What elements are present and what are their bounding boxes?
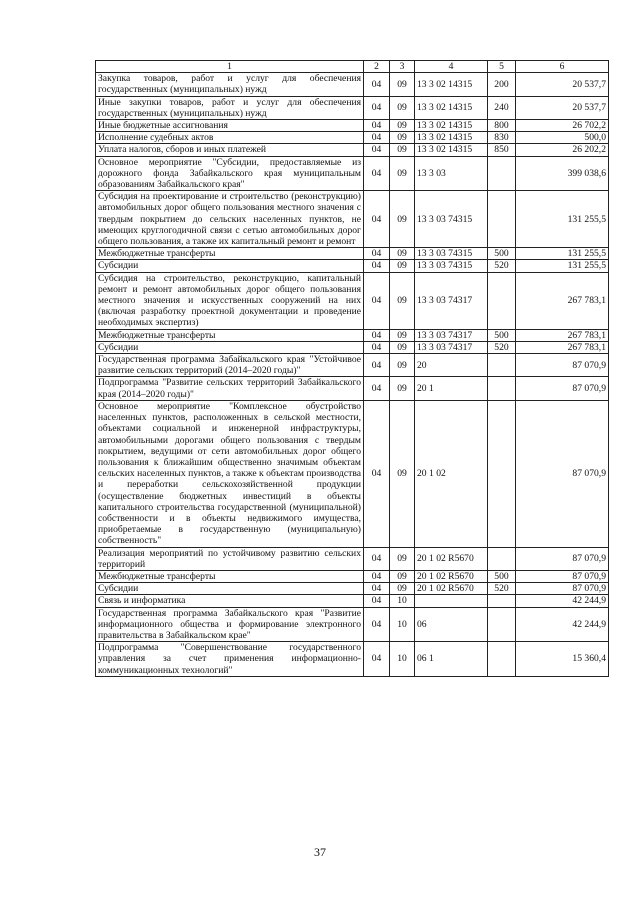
cell-rz: 04 (364, 547, 390, 570)
table-row (96, 272, 609, 329)
cell-pr: 09 (390, 329, 415, 341)
table-row (96, 570, 609, 582)
cell-vr (488, 400, 516, 547)
cell-sum: 87 070,9 (516, 570, 609, 582)
cell-name: Субсидия на строительство, реконструкцию, капитальный ремонт и ремонт автомобильных дорог общего пользования местного значения и искусственных сооружений на них (включая разработку проектной документации и проведение необходимых экспертиз) (96, 272, 364, 329)
cell-rz: 04 (364, 377, 390, 400)
cell-vr: 240 (488, 96, 516, 119)
cell-csr: 13 3 03 74315 (415, 191, 488, 248)
cell-csr: 13 3 03 (415, 156, 488, 191)
cell-pr: 09 (390, 400, 415, 547)
cell-vr: 200 (488, 73, 516, 96)
cell-csr: 13 3 03 74315 (415, 260, 488, 272)
cell-sum: 267 783,1 (516, 272, 609, 329)
cell-sum: 267 783,1 (516, 341, 609, 353)
cell-pr: 09 (390, 248, 415, 260)
cell-csr: 13 3 03 74317 (415, 329, 488, 341)
cell-name: Субсидия на проектирование и строительство (реконструкцию) автомобильных дорог общего пользования местного значения с твердым покрытием до сельских населенных пунктов, не имеющих круглогодичной связи с сетью автомобильных дорог общего пользования, а также их капитальный ремонт и ремонт (96, 191, 364, 248)
cell-pr: 09 (390, 547, 415, 570)
header-cell-4: 4 (415, 61, 488, 73)
cell-rz: 04 (364, 354, 390, 377)
cell-vr (488, 156, 516, 191)
cell-sum: 87 070,9 (516, 547, 609, 570)
cell-pr: 09 (390, 341, 415, 353)
table-row (96, 595, 609, 607)
cell-sum: 42 244,9 (516, 595, 609, 607)
cell-csr: 06 (415, 607, 488, 642)
cell-vr: 850 (488, 144, 516, 156)
cell-pr: 09 (390, 570, 415, 582)
table-row (96, 73, 609, 96)
cell-pr: 09 (390, 73, 415, 96)
cell-name: Государственная программа Забайкальского края "Развитие информационного общества и формирование электронного правительства в Забайкальском крае" (96, 607, 364, 642)
cell-pr: 10 (390, 607, 415, 642)
cell-name: Исполнение судебных актов (96, 132, 364, 144)
cell-name: Основное мероприятие "Комплексное обустройство населенных пунктов, расположенных в сельской местности, объектами социальной и инженерной инфраструктуры, автомобильными дорогами общего пользования с твердым покрытием, ведущими от сети автомобильных дорог общего пользования к ближайшим общественно значимым объектам сельских населенных пунктов, а также к объектам производства и переработки сельскохозяйственной продукции (осуществление бюджетных инвестиций в объекты капитального строительства государственной (муниципальной) собственности и в объекты недвижимого имущества, приобретаемые в государственную (муниципальную) собственность" (96, 400, 364, 547)
budget-table (95, 60, 609, 677)
cell-rz: 04 (364, 583, 390, 595)
cell-name: Межбюджетные трансферты (96, 570, 364, 582)
cell-name: Субсидии (96, 341, 364, 353)
cell-sum: 15 360,4 (516, 642, 609, 677)
cell-csr: 20 1 02 R5670 (415, 570, 488, 582)
cell-rz: 04 (364, 260, 390, 272)
cell-name: Реализация мероприятий по устойчивому развитию сельских территорий (96, 547, 364, 570)
cell-name: Связь и информатика (96, 595, 364, 607)
table-row (96, 354, 609, 377)
cell-sum: 131 255,5 (516, 248, 609, 260)
cell-pr: 09 (390, 583, 415, 595)
cell-name: Уплата налогов, сборов и иных платежей (96, 144, 364, 156)
cell-rz: 04 (364, 156, 390, 191)
table-row (96, 248, 609, 260)
cell-sum: 26 702,2 (516, 120, 609, 132)
cell-pr: 09 (390, 354, 415, 377)
cell-rz: 04 (364, 642, 390, 677)
cell-csr: 20 (415, 354, 488, 377)
cell-sum: 267 783,1 (516, 329, 609, 341)
cell-csr: 20 1 02 R5670 (415, 547, 488, 570)
cell-csr: 20 1 (415, 377, 488, 400)
cell-name: Подпрограмма "Развитие сельских территорий Забайкальского края (2014–2020 годы)" (96, 377, 364, 400)
cell-csr: 13 3 02 14315 (415, 120, 488, 132)
cell-sum: 500,0 (516, 132, 609, 144)
cell-rz: 04 (364, 248, 390, 260)
cell-vr (488, 377, 516, 400)
cell-csr: 13 3 03 74317 (415, 341, 488, 353)
table-row (96, 341, 609, 353)
cell-vr (488, 354, 516, 377)
cell-pr: 10 (390, 642, 415, 677)
table-row (96, 96, 609, 119)
cell-vr: 500 (488, 570, 516, 582)
cell-sum: 42 244,9 (516, 607, 609, 642)
cell-pr: 09 (390, 260, 415, 272)
cell-pr: 09 (390, 132, 415, 144)
cell-rz: 04 (364, 329, 390, 341)
cell-sum: 131 255,5 (516, 191, 609, 248)
cell-pr: 09 (390, 144, 415, 156)
cell-name: Государственная программа Забайкальского края "Устойчивое развитие сельских территорий (2014–2020 годы)" (96, 354, 364, 377)
cell-vr: 830 (488, 132, 516, 144)
table-row (96, 329, 609, 341)
cell-name: Закупка товаров, работ и услуг для обеспечения государственных (муниципальных) нужд (96, 73, 364, 96)
cell-vr (488, 642, 516, 677)
table-row (96, 583, 609, 595)
cell-rz: 04 (364, 607, 390, 642)
header-cell-2: 2 (364, 61, 390, 73)
cell-csr: 13 3 02 14315 (415, 73, 488, 96)
table-row (96, 642, 609, 677)
table-row (96, 191, 609, 248)
table-row (96, 132, 609, 144)
table-row (96, 547, 609, 570)
table-row (96, 144, 609, 156)
cell-vr (488, 607, 516, 642)
cell-sum: 131 255,5 (516, 260, 609, 272)
cell-pr: 09 (390, 120, 415, 132)
cell-rz: 04 (364, 73, 390, 96)
cell-sum: 399 038,6 (516, 156, 609, 191)
table-body (96, 61, 609, 677)
cell-csr: 13 3 02 14315 (415, 96, 488, 119)
cell-rz: 04 (364, 96, 390, 119)
cell-rz: 04 (364, 191, 390, 248)
cell-vr (488, 595, 516, 607)
cell-vr: 520 (488, 260, 516, 272)
cell-sum: 87 070,9 (516, 354, 609, 377)
header-row (96, 61, 609, 73)
cell-name: Подпрограмма "Совершенствование государственного управления за счет применения информационно-коммуникационных технологий" (96, 642, 364, 677)
cell-vr (488, 547, 516, 570)
table-row (96, 377, 609, 400)
table-row (96, 156, 609, 191)
cell-pr: 10 (390, 595, 415, 607)
cell-rz: 04 (364, 272, 390, 329)
table-row (96, 120, 609, 132)
cell-csr: 13 3 03 74317 (415, 272, 488, 329)
cell-rz: 04 (364, 144, 390, 156)
cell-rz: 04 (364, 595, 390, 607)
cell-sum: 26 202,2 (516, 144, 609, 156)
cell-vr: 500 (488, 248, 516, 260)
cell-csr (415, 595, 488, 607)
cell-name: Межбюджетные трансферты (96, 248, 364, 260)
cell-vr: 800 (488, 120, 516, 132)
cell-vr: 500 (488, 329, 516, 341)
cell-pr: 09 (390, 156, 415, 191)
table-row (96, 260, 609, 272)
cell-csr: 13 3 03 74315 (415, 248, 488, 260)
cell-pr: 09 (390, 272, 415, 329)
cell-sum: 87 070,9 (516, 377, 609, 400)
cell-sum: 20 537,7 (516, 73, 609, 96)
cell-sum: 87 070,9 (516, 583, 609, 595)
cell-vr (488, 272, 516, 329)
cell-vr (488, 191, 516, 248)
table-row (96, 400, 609, 547)
cell-pr: 09 (390, 191, 415, 248)
cell-rz: 04 (364, 570, 390, 582)
cell-name: Иные бюджетные ассигнования (96, 120, 364, 132)
cell-csr: 20 1 02 R5670 (415, 583, 488, 595)
cell-sum: 87 070,9 (516, 400, 609, 547)
header-cell-6: 6 (516, 61, 609, 73)
cell-vr: 520 (488, 583, 516, 595)
table-row (96, 607, 609, 642)
cell-name: Основное мероприятие "Субсидии, предоставляемые из дорожного фонда Забайкальского края муниципальным образованиям Забайкальского края" (96, 156, 364, 191)
header-cell-3: 3 (390, 61, 415, 73)
cell-csr: 20 1 02 (415, 400, 488, 547)
cell-name: Субсидии (96, 260, 364, 272)
cell-rz: 04 (364, 132, 390, 144)
header-cell-1: 1 (96, 61, 364, 73)
cell-csr: 13 3 02 14315 (415, 132, 488, 144)
cell-sum: 20 537,7 (516, 96, 609, 119)
cell-rz: 04 (364, 341, 390, 353)
cell-pr: 09 (390, 377, 415, 400)
cell-csr: 06 1 (415, 642, 488, 677)
header-cell-5: 5 (488, 61, 516, 73)
cell-name: Иные закупки товаров, работ и услуг для обеспечения государственных (муниципальных) нужд (96, 96, 364, 119)
page-number: 37 (314, 845, 326, 859)
cell-rz: 04 (364, 400, 390, 547)
cell-name: Межбюджетные трансферты (96, 329, 364, 341)
cell-rz: 04 (364, 120, 390, 132)
cell-name: Субсидии (96, 583, 364, 595)
cell-pr: 09 (390, 96, 415, 119)
cell-vr: 520 (488, 341, 516, 353)
cell-csr: 13 3 02 14315 (415, 144, 488, 156)
